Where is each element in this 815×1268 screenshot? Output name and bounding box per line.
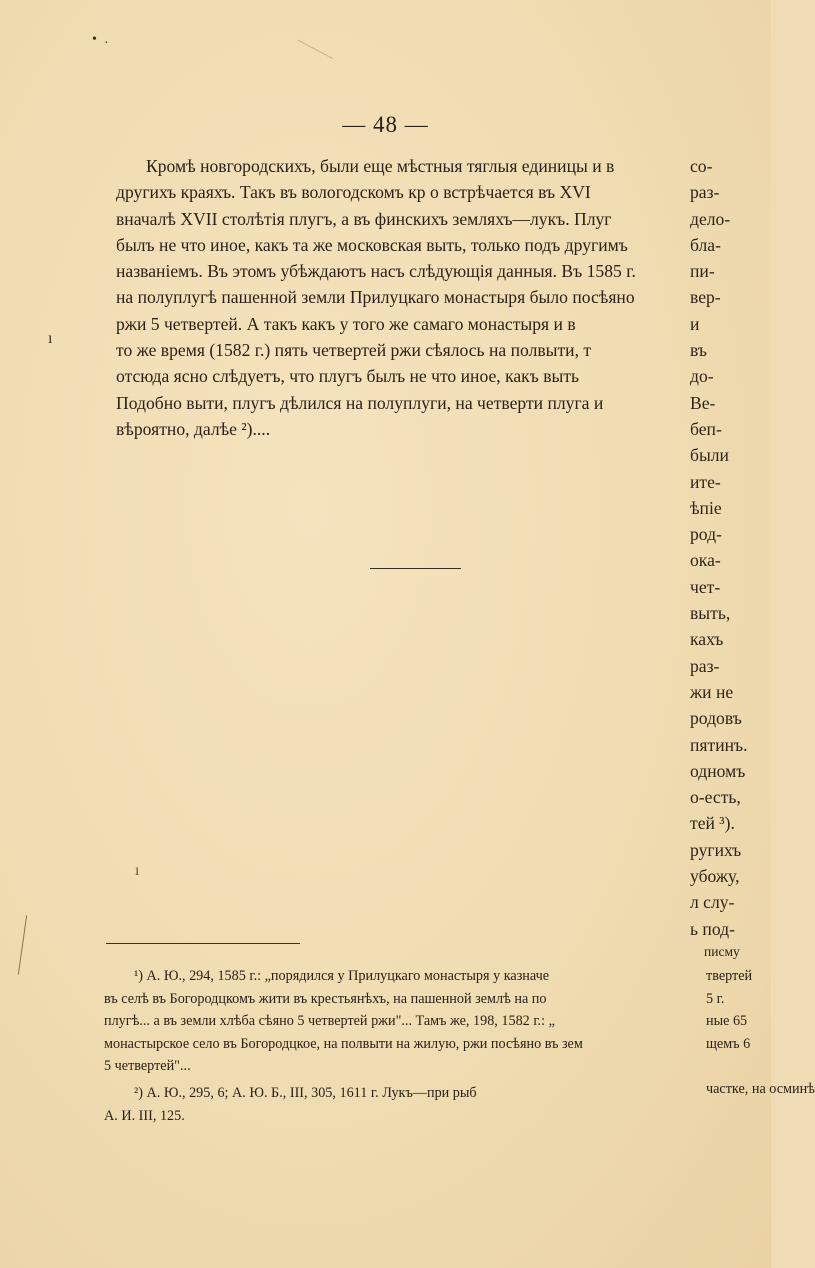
bleed-line: ока- — [690, 550, 721, 571]
footnote-1 — [104, 965, 704, 1078]
bleed-line: Ве- — [690, 392, 716, 413]
bleed-line: беп- — [690, 418, 722, 439]
bleed-through-column — [690, 153, 771, 942]
footnote-line: ¹) А. Ю., 294, 1585 г.: „порядился у Прилуцкаго монастыря у казначе — [134, 968, 550, 984]
text-line: Подобно выти, плугъ дѣлился на полуплуги, на четверти плуга и — [116, 392, 604, 413]
footnote-line: въ селѣ въ Богородцкомъ жити въ крестьянѣхъ, на пашенной землѣ на по — [104, 990, 547, 1007]
footnote-bleed-line: щемъ 6 — [706, 1035, 751, 1052]
bleed-line: пятинъ. — [690, 734, 748, 755]
main-paragraph — [116, 153, 708, 442]
bleed-line: убожу, — [690, 866, 740, 887]
text-line: названіемъ. Въ этомъ убѣждаютъ насъ слѣдующія данныя. Въ 1585 г. — [116, 261, 636, 282]
bleed-line: чет- — [690, 576, 721, 597]
bleed-line: ите- — [690, 471, 721, 492]
bleed-line: въ — [690, 340, 707, 361]
footnote-bleed-line: твертей — [706, 968, 753, 984]
margin-tick: ı — [48, 330, 53, 347]
bleed-line: родовъ — [690, 708, 742, 729]
bleed-line: ѣпіе — [690, 497, 722, 518]
page-number: — 48 — — [342, 112, 429, 137]
bleed-line: л слу- — [690, 892, 735, 913]
footnote-line: ²) А. Ю., 295, 6; А. Ю. Б., III, 305, 1611 г. Лукъ—при рыб — [134, 1084, 477, 1101]
bleed-line: раз- — [690, 655, 720, 676]
text-line: вначалѣ XVII столѣтія плугъ, а въ финскихъ земляхъ—лукъ. Плуг — [116, 208, 612, 229]
text-line: другихъ краяхъ. Такъ въ вологодскомъ кр о встрѣчается въ XVI — [116, 182, 591, 203]
footnote-bleed-line: частке, на осминѣ — [706, 1080, 815, 1097]
bleed-line: со- — [690, 156, 713, 176]
bleed-line: о-есть, — [690, 787, 741, 808]
footnote-bleed-line: 5 г. — [706, 990, 725, 1007]
text-line: на полуплугѣ пашенной земли Прилуцкаго монастыря было посѣяно — [116, 287, 635, 308]
bleed-line: и — [690, 313, 700, 334]
bleed-line: кахъ — [690, 629, 724, 650]
bleed-line: были — [690, 445, 729, 466]
section-divider — [370, 568, 461, 569]
speck-mark: • — [92, 32, 97, 47]
text-line: Кромѣ новгородскихъ, были еще мѣстныя тяглыя единицы и в — [146, 156, 615, 176]
footnote-line: А. И. III, 125. — [104, 1107, 185, 1124]
text-line: былъ не что иное, какъ та же московская выть, только подъ другимъ — [116, 234, 628, 255]
bleed-line: ругихъ — [690, 839, 742, 860]
footnote-2 — [104, 1082, 704, 1127]
text-line: отсюда ясно слѣдуетъ, что плугъ былъ не что иное, какъ выть — [116, 366, 580, 387]
text-line: ржи 5 четвертей. А такъ какъ у того же самаго монастыря и в — [116, 313, 576, 334]
bleed-line: вер- — [690, 287, 721, 308]
bleed-line: раз- — [690, 182, 720, 203]
bleed-line: дело- — [690, 208, 731, 229]
footnote-bleed-top: писму — [704, 944, 740, 959]
speck-mark: · — [104, 36, 109, 51]
footnote-line: 5 четвертей"... — [104, 1058, 191, 1075]
footnote-line: плугѣ... а въ земли хлѣба сѣяно 5 четвертей ржи"... Тамъ же, 198, 1582 г.: „ — [104, 1013, 555, 1030]
spine-mark — [18, 915, 27, 975]
footnote-line: монастырское село въ Богородцкое, на полвыти на жилую, ржи посѣяно въ зем — [104, 1035, 583, 1052]
footnote-divider — [106, 943, 300, 944]
text-line: то же время (1582 г.) пять четвертей ржи сѣялось на полвыти, т — [116, 340, 592, 361]
bleed-line: ь под- — [690, 918, 735, 939]
bleed-line: тей ³). — [690, 813, 735, 834]
bleed-line: до- — [690, 366, 714, 387]
bleed-line: жи не — [690, 681, 734, 702]
bleed-line: бла- — [690, 234, 721, 255]
footnote-bleed-line: ные 65 — [706, 1013, 748, 1030]
bleed-line: род- — [690, 524, 722, 545]
bleed-line: выть, — [690, 603, 731, 624]
bleed-line: одномъ — [690, 760, 746, 781]
margin-tick: ı — [135, 862, 140, 879]
footnotes — [104, 965, 704, 1131]
text-line: вѣроятно, далѣе ²).... — [116, 418, 271, 439]
bleed-line: пи- — [690, 261, 715, 282]
footnote-bleed-line — [706, 1055, 771, 1078]
paper-crease — [297, 22, 342, 59]
footnote-bleed-column — [706, 965, 815, 1101]
